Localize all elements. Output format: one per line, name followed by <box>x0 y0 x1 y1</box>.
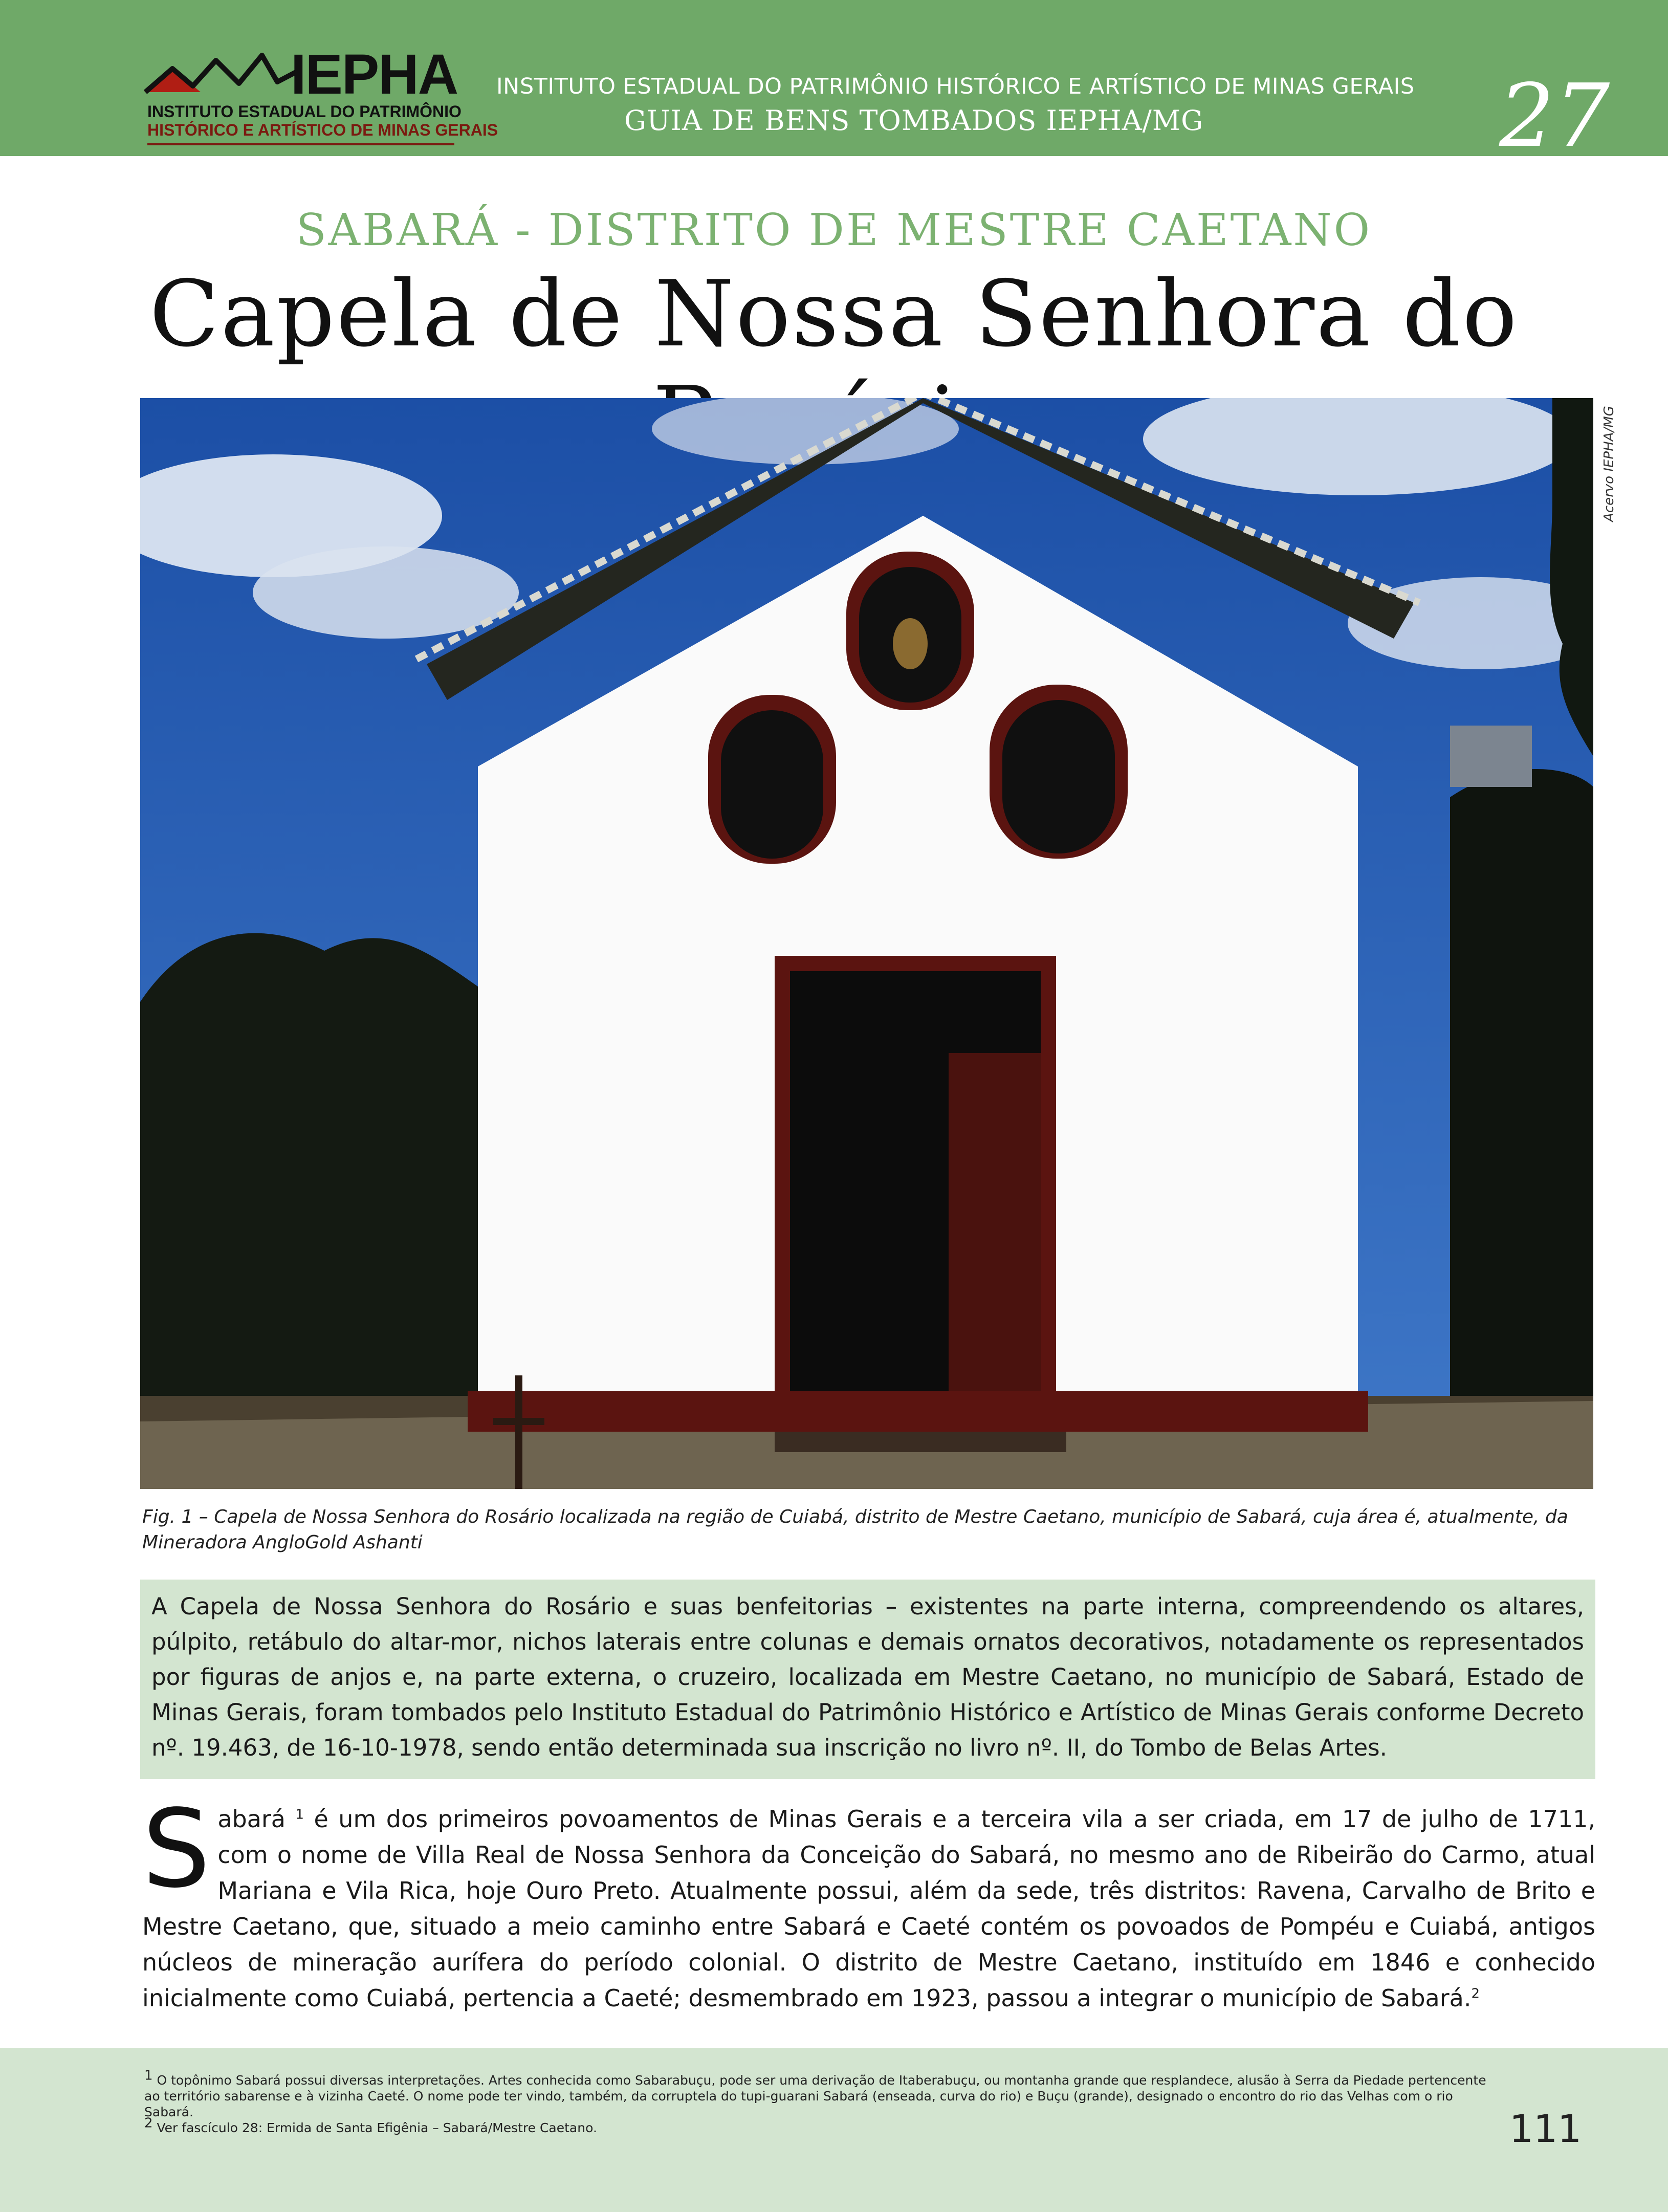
drop-cap: S <box>142 1786 211 1912</box>
figure-caption: Fig. 1 – Capela de Nossa Senhora do Rosário localizada na região de Cuiabá, distrito de Mestre Caetano, município de Sabará, cuja área é, atualmente, da Mineradora AngloGold Ashanti <box>142 1506 1568 1553</box>
footnote-ref-2: 2 <box>1471 1986 1480 2002</box>
guide-title: GUIA DE BENS TOMBADOS IEPHA/MG <box>624 104 1204 137</box>
page-subtitle: SABARÁ - DISTRITO DE MESTRE CAETANO <box>296 205 1372 256</box>
iepha-logo <box>142 43 498 147</box>
footnote-2 <box>144 2115 1505 2136</box>
footnote-ref-1: 1 <box>295 1807 304 1823</box>
footnote-1-text: O topônimo Sabará possui diversas interpretações. Artes conhecida como Sabarabuçu, pode ser uma derivação de Itaberabuçu, ou montanha grande que resplandece, alusão à Serra da Piedade pertencente ao território sabarense e à vizinha Caeté. O nome pode ter vindo, também, da corruptela do tupi-guarani Sabará (enseada, curva do rio) e Buçu (grande), designado o encontro do rio das Velhas com o rio Sabará. <box>144 2073 1486 2119</box>
header-band <box>0 0 1668 167</box>
body-text: é um dos primeiros povoamentos de Minas Gerais e a terceira vila a ser criada, em 17 de julho de 1711, com o nome de Villa Real de Nossa Senhora da Conceição do Sabará, no mesmo ano de Ribeirão do Carmo, atual Mariana e Vila Rica, hoje Ouro Preto. Atualmente possui, além da sede, três distritos: Ravena, Carvalho de Brito e Mestre Caetano, que, situado a meio caminho entre Sabará e Caeté contém os povoados de Pompéu e Cuiabá, antigos núcleos de mineração aurífera do período colonial. O distrito de Mestre Caetano, instituído em 1846 e conhecido inicialmente como Cuiabá, pertencia a Caeté; desmembrado em 1923, passou a integrar o município de Sabará. <box>142 1805 1595 2012</box>
footnote-1-number: 1 <box>144 2068 153 2084</box>
abstract-box <box>140 1580 1595 1779</box>
logo-subtitle-line1: INSTITUTO ESTADUAL DO PATRIMÔNIO <box>147 102 462 121</box>
logo-subtitle-line2: HISTÓRICO E ARTÍSTICO DE MINAS GERAIS <box>147 121 498 139</box>
issue-number: 27 <box>1499 65 1610 167</box>
logo-underline <box>147 143 454 145</box>
footnotes <box>144 2068 1505 2136</box>
logo-wordmark: IEPHA <box>291 43 458 106</box>
photo-credit-text: Acervo IEPHA/MG <box>1601 406 1617 522</box>
institute-name: INSTITUTO ESTADUAL DO PATRIMÔNIO HISTÓRICO E ARTÍSTICO DE MINAS GERAIS <box>496 74 1415 99</box>
body-first-word: abará <box>217 1805 286 1833</box>
page-number: 111 <box>1509 2107 1582 2151</box>
page-title: Capela de Nossa Senhora do <box>149 261 1519 367</box>
body-paragraph <box>142 1786 1595 2016</box>
footnote-1 <box>144 2068 1505 2120</box>
footnote-2-number: 2 <box>144 2115 153 2131</box>
abstract-text: A Capela de Nossa Senhora do Rosário e suas benfeitorias – existentes na parte interna, compreendendo os altares, púlpito, retábulo do altar-mor, nichos laterais entre colunas e demais ornatos decorativos, notadamente os representados por figuras de anjos e, na parte externa, o cruzeiro, localizada em Mestre Caetano, no município de Sabará, Estado de Minas Gerais, foram tombados pelo Instituto Estadual do Patrimônio Histórico e Artístico de Minas Gerais conforme Decreto nº. 19.463, de 16-10-1978, sendo então determinada sua inscrição no livro nº. II, do Tombo de Belas Artes. <box>151 1593 1584 1761</box>
photo-credit <box>1601 404 1622 522</box>
mountain-logo-icon <box>144 45 298 101</box>
footnote-2-text: Ver fascículo 28: Ermida de Santa Efigênia – Sabará/Mestre Caetano. <box>157 2120 597 2135</box>
chapel-photo <box>140 398 1593 1489</box>
